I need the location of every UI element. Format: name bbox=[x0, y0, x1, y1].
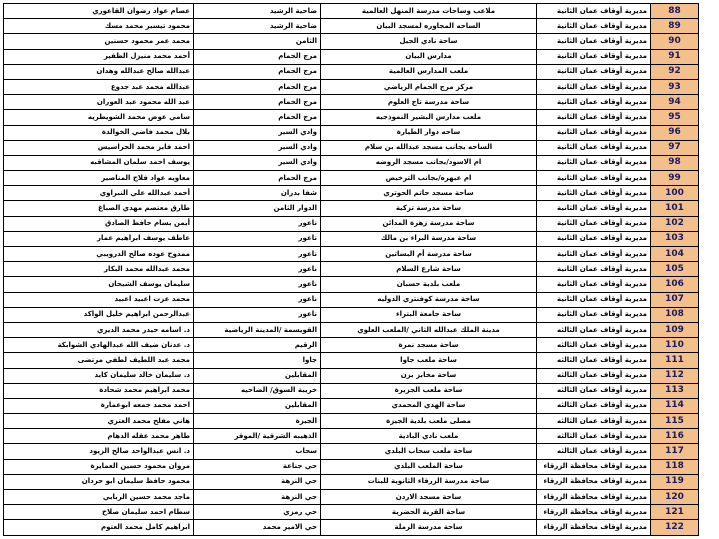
directorate-cell: مديرية أوقاف عمان الثالثه bbox=[537, 444, 651, 459]
table-row bbox=[4, 322, 699, 337]
person-cell: بلال محمد فاضي الخوالدة bbox=[4, 125, 194, 140]
directorate-cell: مديرية اوقاف محافظة الزرقاء bbox=[537, 490, 651, 505]
table-row bbox=[4, 490, 699, 505]
table-row bbox=[4, 505, 699, 520]
person-cell: محمد ابراهيم محمد شحادة bbox=[4, 383, 194, 398]
directorate-cell: مديرية اوقاف محافظة الزرقاء bbox=[537, 520, 651, 535]
person-cell: محمود تيسير محمد مسك bbox=[4, 19, 194, 34]
directorate-cell: مديرية اوقاف محافظة الزرقاء bbox=[537, 474, 651, 489]
site-cell: ساحة ملعب سحاب البلدي bbox=[321, 444, 537, 459]
directorate-cell: مديرية أوقاف عمان الثالثه bbox=[537, 338, 651, 353]
area-cell: وادي السير bbox=[194, 125, 321, 140]
table-row bbox=[4, 307, 699, 322]
row-number-cell: 116 bbox=[651, 429, 699, 444]
row-number-cell: 93 bbox=[651, 79, 699, 94]
directorate-cell: مديرية اوقاف محافظة الزرقاء bbox=[537, 459, 651, 474]
site-cell: الساحه المجاوره لمسجد البيان bbox=[321, 19, 537, 34]
area-cell: مرج الحمام bbox=[194, 49, 321, 64]
row-number-cell: 119 bbox=[651, 474, 699, 489]
table-row bbox=[4, 79, 699, 94]
table-row bbox=[4, 383, 699, 398]
area-cell: مرج الحمام bbox=[194, 95, 321, 110]
row-number-cell: 91 bbox=[651, 49, 699, 64]
row-number-cell: 96 bbox=[651, 125, 699, 140]
person-cell: مروان محمود حسين العمايرة bbox=[4, 459, 194, 474]
site-cell: ساحة مسجد نمرة bbox=[321, 338, 537, 353]
site-cell: ملعب المدارس العالمية bbox=[321, 64, 537, 79]
area-cell: حي النزهة bbox=[194, 490, 321, 505]
site-cell: ساحة شارع السلام bbox=[321, 262, 537, 277]
table-row bbox=[4, 201, 699, 216]
row-number-cell: 88 bbox=[651, 4, 699, 19]
directorate-cell: مديرية أوقاف عمان الثالثه bbox=[537, 383, 651, 398]
table-row bbox=[4, 140, 699, 155]
site-cell: ساحة مدرسة البراء بن مالك bbox=[321, 231, 537, 246]
site-cell: ساحة ملعب الجزيرة bbox=[321, 383, 537, 398]
site-cell: ساحة مدرسة تزكية bbox=[321, 201, 537, 216]
table-row bbox=[4, 414, 699, 429]
row-number-cell: 90 bbox=[651, 34, 699, 49]
row-number-cell: 117 bbox=[651, 444, 699, 459]
person-cell: ابراهيم كامل محمد العتوم bbox=[4, 520, 194, 535]
table-row bbox=[4, 398, 699, 413]
directorate-cell: مديرية أوقاف عمان الثانية bbox=[537, 292, 651, 307]
area-cell: ناعور bbox=[194, 277, 321, 292]
site-cell: ساحة ملعب جاوا bbox=[321, 353, 537, 368]
person-cell: طاهر محمد عقله الدهام bbox=[4, 429, 194, 444]
directorate-cell: مديرية أوقاف عمان الثالثه bbox=[537, 414, 651, 429]
person-cell: محمود حافظ سليمان ابو حردان bbox=[4, 474, 194, 489]
row-number-cell: 101 bbox=[651, 201, 699, 216]
area-cell: حي جناعة bbox=[194, 459, 321, 474]
area-cell: وادي السير bbox=[194, 140, 321, 155]
table-row bbox=[4, 338, 699, 353]
area-cell: القويسمة /المدينة الرياضية bbox=[194, 322, 321, 337]
site-cell: ساحة مدرسة كوفنتري الدوليه bbox=[321, 292, 537, 307]
table-row bbox=[4, 368, 699, 383]
person-cell: عبدالله صالح عبدالله وهدان bbox=[4, 64, 194, 79]
row-number-cell: 89 bbox=[651, 19, 699, 34]
area-cell: الرقيم bbox=[194, 338, 321, 353]
site-cell: ساحة مدرسة تاج العلوم bbox=[321, 95, 537, 110]
area-cell: حي النزهة bbox=[194, 474, 321, 489]
person-cell: محمد عزت اعبيد اعبيد bbox=[4, 292, 194, 307]
table-row bbox=[4, 277, 699, 292]
row-number-cell: 103 bbox=[651, 231, 699, 246]
table-row bbox=[4, 292, 699, 307]
person-cell: عبد الله محمود عبد العوران bbox=[4, 95, 194, 110]
table-row bbox=[4, 171, 699, 186]
person-cell: عاطف يوسف ابراهيم عمار bbox=[4, 231, 194, 246]
site-cell: ملاعب وساحات مدرسة المنهل العالمية bbox=[321, 4, 537, 19]
area-cell: ضاحية الرشيد bbox=[194, 19, 321, 34]
table-row bbox=[4, 353, 699, 368]
row-number-cell: 100 bbox=[651, 186, 699, 201]
site-cell: ساحة مدرسة أم البساتين bbox=[321, 247, 537, 262]
row-number-cell: 120 bbox=[651, 490, 699, 505]
site-cell: ساحة مدرسة الرملة bbox=[321, 520, 537, 535]
row-number-cell: 122 bbox=[651, 520, 699, 535]
directorate-cell: مديرية أوقاف عمان الثالثه bbox=[537, 429, 651, 444]
person-cell: عصام عواد رضوان القاعوري bbox=[4, 4, 194, 19]
table-body bbox=[4, 4, 699, 536]
table-row bbox=[4, 216, 699, 231]
site-cell: مدارس البيان bbox=[321, 49, 537, 64]
person-cell: محمد عبد اللطيف لطفي مرتضى bbox=[4, 353, 194, 368]
row-number-cell: 94 bbox=[651, 95, 699, 110]
person-cell: هاني مفلح محمد العتزي bbox=[4, 414, 194, 429]
site-cell: مركز مرج الحمام الرياضي bbox=[321, 79, 537, 94]
table-row bbox=[4, 231, 699, 246]
area-cell: جاوا bbox=[194, 353, 321, 368]
table-row bbox=[4, 19, 699, 34]
row-number-cell: 112 bbox=[651, 368, 699, 383]
site-cell: ساحة مسجد حاتم الحوتري bbox=[321, 186, 537, 201]
directorate-cell: مديرية أوقاف عمان الثانية bbox=[537, 171, 651, 186]
area-cell: مرج الحمام bbox=[194, 171, 321, 186]
directorate-cell: مديرية أوقاف عمان الثالثه bbox=[537, 398, 651, 413]
row-number-cell: 105 bbox=[651, 262, 699, 277]
table-row bbox=[4, 474, 699, 489]
person-cell: عبدالرحمن ابراهيم خليل الواكد bbox=[4, 307, 194, 322]
site-cell: الساحه بجانب مسجد عبدالله بن سلام bbox=[321, 140, 537, 155]
area-cell: ناعور bbox=[194, 307, 321, 322]
site-cell: ام الاسود/بجانب مسجد الروضه bbox=[321, 155, 537, 170]
table-row bbox=[4, 444, 699, 459]
table-row bbox=[4, 459, 699, 474]
directorate-cell: مديرية أوقاف عمان الثانية bbox=[537, 186, 651, 201]
person-cell: طارق معتصم مهدي الصباغ bbox=[4, 201, 194, 216]
person-cell: ممدوح عوده صالح الدرويبي bbox=[4, 247, 194, 262]
row-number-cell: 110 bbox=[651, 338, 699, 353]
area-cell: الذهيبه الشرقية /الموقر bbox=[194, 429, 321, 444]
directorate-cell: مديرية أوقاف عمان الثانية bbox=[537, 19, 651, 34]
person-cell: ماجد محمد حسين الربابي bbox=[4, 490, 194, 505]
row-number-cell: 111 bbox=[651, 353, 699, 368]
row-number-cell: 97 bbox=[651, 140, 699, 155]
person-cell: أحمد عبدالله علي النبراوي bbox=[4, 186, 194, 201]
row-number-cell: 121 bbox=[651, 505, 699, 520]
site-cell: ساحة الملعب البلدي bbox=[321, 459, 537, 474]
area-cell: الدوار الثامن bbox=[194, 201, 321, 216]
site-cell: ساحة جامعة البتراء bbox=[321, 307, 537, 322]
site-cell: ساحة القرية الحضرية bbox=[321, 505, 537, 520]
row-number-cell: 109 bbox=[651, 322, 699, 337]
area-cell: سحاب bbox=[194, 444, 321, 459]
row-number-cell: 98 bbox=[651, 155, 699, 170]
row-number-cell: 92 bbox=[651, 64, 699, 79]
site-cell: ام عبهره/بجانب الترخيص bbox=[321, 171, 537, 186]
directorate-cell: مديرية أوقاف عمان الثانية bbox=[537, 277, 651, 292]
person-cell: د. انس عبدالواحد صالح الزيود bbox=[4, 444, 194, 459]
site-cell: ساحة مدرسة الزرقاء الثانوية للبنات bbox=[321, 474, 537, 489]
table-row bbox=[4, 155, 699, 170]
area-cell: الثامن bbox=[194, 34, 321, 49]
table-row bbox=[4, 95, 699, 110]
person-cell: سامي عوض محمد الشويطريه bbox=[4, 110, 194, 125]
site-cell: ساحة مخابز بزن bbox=[321, 368, 537, 383]
site-cell: ساحة الهدي المحمدي bbox=[321, 398, 537, 413]
row-number-cell: 102 bbox=[651, 216, 699, 231]
area-cell: ناعور bbox=[194, 292, 321, 307]
table-row bbox=[4, 110, 699, 125]
row-number-cell: 104 bbox=[651, 247, 699, 262]
area-cell: ناعور bbox=[194, 231, 321, 246]
table-row bbox=[4, 262, 699, 277]
directorate-cell: مديرية أوقاف عمان الثانية bbox=[537, 64, 651, 79]
area-cell: ناعور bbox=[194, 247, 321, 262]
directorate-cell: مديرية أوقاف عمان الثانية bbox=[537, 201, 651, 216]
site-cell: مدينة الملك عبدالله الثاني /الملعب العلوي bbox=[321, 322, 537, 337]
site-cell: ملعب مدارس البشير النموذجيه bbox=[321, 110, 537, 125]
table-row bbox=[4, 520, 699, 535]
area-cell: مرج الحمام bbox=[194, 110, 321, 125]
person-cell: سطام احمد سليمان صلاح bbox=[4, 505, 194, 520]
person-cell: أيمن بسام حافظ الصادق bbox=[4, 216, 194, 231]
table-row bbox=[4, 64, 699, 79]
row-number-cell: 118 bbox=[651, 459, 699, 474]
site-cell: ساحة مدرسة زهرة المدائن bbox=[321, 216, 537, 231]
directorate-cell: مديرية أوقاف عمان الثانية bbox=[537, 231, 651, 246]
directorate-cell: مديرية اوقاف محافظة الزرقاء bbox=[537, 505, 651, 520]
row-number-cell: 114 bbox=[651, 398, 699, 413]
site-cell: ساحة مسجد الاردن bbox=[321, 490, 537, 505]
table-row bbox=[4, 429, 699, 444]
area-cell: شفا بدران bbox=[194, 186, 321, 201]
directorate-cell: مديرية أوقاف عمان الثانية bbox=[537, 307, 651, 322]
directorate-cell: مديرية أوقاف عمان الثانية bbox=[537, 110, 651, 125]
row-number-cell: 106 bbox=[651, 277, 699, 292]
row-number-cell: 95 bbox=[651, 110, 699, 125]
directorate-cell: مديرية أوقاف عمان الثانية bbox=[537, 155, 651, 170]
row-number-cell: 99 bbox=[651, 171, 699, 186]
row-number-cell: 113 bbox=[651, 383, 699, 398]
person-cell: احمد محمد جمعه ابوعمارة bbox=[4, 398, 194, 413]
directorate-cell: مديرية أوقاف عمان الثالثه bbox=[537, 322, 651, 337]
directorate-cell: مديرية أوقاف عمان الثانية bbox=[537, 95, 651, 110]
site-cell: ساحه دوار الطيارة bbox=[321, 125, 537, 140]
directorate-cell: مديرية أوقاف عمان الثانية bbox=[537, 140, 651, 155]
directorate-cell: مديرية أوقاف عمان الثانية bbox=[537, 262, 651, 277]
person-cell: معاويه عواد فلاح المناصير bbox=[4, 171, 194, 186]
site-cell: ملعب نادي البادية bbox=[321, 429, 537, 444]
area-cell: المقابلين bbox=[194, 398, 321, 413]
area-cell: مرج الحمام bbox=[194, 64, 321, 79]
person-cell: يوسف احمد سلمان المشاقبه bbox=[4, 155, 194, 170]
area-cell: حي رمزي bbox=[194, 505, 321, 520]
area-cell: المقابلين bbox=[194, 368, 321, 383]
area-cell: مرج الحمام bbox=[194, 79, 321, 94]
directorate-cell: مديرية أوقاف عمان الثالثه bbox=[537, 368, 651, 383]
directorate-cell: مديرية أوقاف عمان الثانية bbox=[537, 247, 651, 262]
person-cell: احمد فايز محمد الحراسيس bbox=[4, 140, 194, 155]
person-cell: أحمد محمد منيزل الظفير bbox=[4, 49, 194, 64]
directorate-cell: مديرية أوقاف عمان الثانية bbox=[537, 34, 651, 49]
table-row bbox=[4, 247, 699, 262]
person-cell: د. اسامه حيدر محمد الديري bbox=[4, 322, 194, 337]
directorate-cell: مديرية أوقاف عمان الثانية bbox=[537, 216, 651, 231]
table-row bbox=[4, 34, 699, 49]
table-row bbox=[4, 186, 699, 201]
person-cell: عبدالله محمد عبد جدوع bbox=[4, 79, 194, 94]
directorate-cell: مديرية أوقاف عمان الثانية bbox=[537, 79, 651, 94]
site-cell: ملعب بلدية حسبان bbox=[321, 277, 537, 292]
person-cell: محمد عمر محمود حسنين bbox=[4, 34, 194, 49]
table-row bbox=[4, 4, 699, 19]
directorate-cell: مديرية أوقاف عمان الثالثه bbox=[537, 353, 651, 368]
person-cell: سليمان يوسف الشيحان bbox=[4, 277, 194, 292]
prayer-sites-table bbox=[3, 3, 699, 536]
area-cell: ناعور bbox=[194, 262, 321, 277]
table-row bbox=[4, 49, 699, 64]
area-cell: خريبة السوق/ الضاحيه bbox=[194, 383, 321, 398]
site-cell: ساحة نادي الجيل bbox=[321, 34, 537, 49]
row-number-cell: 108 bbox=[651, 307, 699, 322]
table-row bbox=[4, 125, 699, 140]
area-cell: وادي السير bbox=[194, 155, 321, 170]
area-cell: الجيزة bbox=[194, 414, 321, 429]
area-cell: ناعور bbox=[194, 216, 321, 231]
row-number-cell: 115 bbox=[651, 414, 699, 429]
person-cell: د. سليمان خالد سليمان كايد bbox=[4, 368, 194, 383]
area-cell: حي الامير محمد bbox=[194, 520, 321, 535]
area-cell: ضاحية الرشيد bbox=[194, 4, 321, 19]
person-cell: محمد عبدالله محمد البكار bbox=[4, 262, 194, 277]
person-cell: د. عدنان ضيف الله عبدالهادي الشوابكة bbox=[4, 338, 194, 353]
row-number-cell: 107 bbox=[651, 292, 699, 307]
directorate-cell: مديرية أوقاف عمان الثانية bbox=[537, 125, 651, 140]
directorate-cell: مديرية أوقاف عمان الثانية bbox=[537, 49, 651, 64]
site-cell: مصلى ملعب بلدية الجيزة bbox=[321, 414, 537, 429]
directorate-cell: مديرية أوقاف عمان الثانية bbox=[537, 4, 651, 19]
